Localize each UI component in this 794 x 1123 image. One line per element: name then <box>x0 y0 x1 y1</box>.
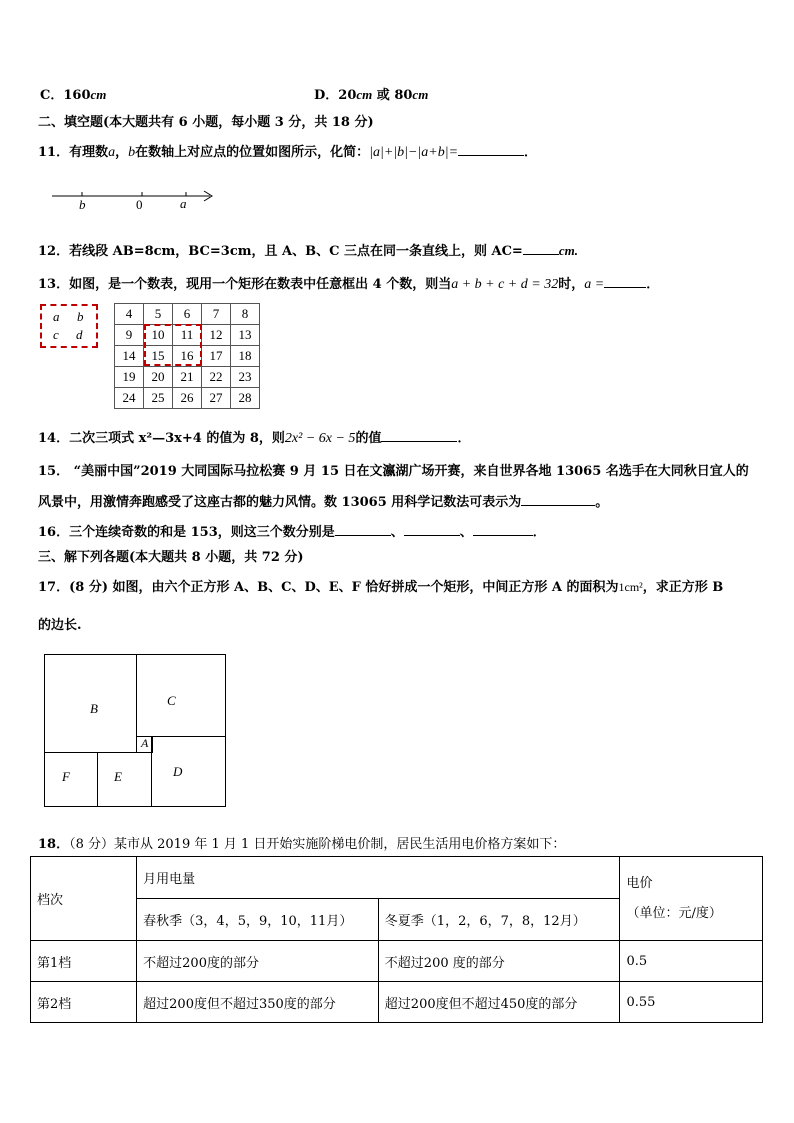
number-table-row <box>115 367 260 388</box>
number-table-row <box>115 388 260 409</box>
number-cell: 7 <box>202 304 231 325</box>
number-cell: 14 <box>115 346 144 367</box>
number-table <box>114 303 260 409</box>
row1-spring: 不超过200度的部分 <box>137 941 379 982</box>
table-row <box>31 941 763 982</box>
square-e <box>97 752 152 807</box>
q13-answer-blank[interactable] <box>604 275 646 288</box>
box-letter-c: c <box>53 327 59 342</box>
header-winter-summer: 冬夏季（1，2，6，7，8，12月） <box>378 899 620 941</box>
q14-expression: 2x² − 6x − 5 <box>284 431 356 446</box>
row2-summer: 超过200度但不超过450度的部分 <box>378 982 620 1023</box>
row2-spring: 超过200度但不超过350度的部分 <box>137 982 379 1023</box>
option-d: D．20cm 或 80cm <box>314 87 429 103</box>
number-cell: 4 <box>115 304 144 325</box>
number-cell: 15 <box>144 346 173 367</box>
row1-level: 第1档 <box>31 941 137 982</box>
row2-level: 第2档 <box>31 982 137 1023</box>
number-table-row <box>115 304 260 325</box>
abcd-frame <box>40 304 98 348</box>
number-cell: 5 <box>144 304 173 325</box>
number-cell: 24 <box>115 388 144 409</box>
label-a: A <box>141 736 149 750</box>
price-table-wrap <box>30 856 763 1023</box>
number-cell: 12 <box>202 325 231 346</box>
q16-blank-2[interactable] <box>404 523 460 536</box>
q14-answer-blank[interactable] <box>381 429 457 442</box>
header-usage: 月用电量 <box>137 857 620 899</box>
box-letter-d: d <box>76 327 83 342</box>
price-table <box>30 856 763 1023</box>
section-2-heading: 二、填空题(本大题共有 6 小题，每小题 3 分，共 18 分) <box>38 115 374 130</box>
number-cell: 19 <box>115 367 144 388</box>
q16-blank-1[interactable] <box>335 523 391 536</box>
number-cell: 9 <box>115 325 144 346</box>
label-e: E <box>114 769 122 784</box>
q11-answer-blank[interactable] <box>458 143 524 156</box>
row1-price: 0.5 <box>620 941 763 982</box>
square-f <box>44 752 98 807</box>
question-11: 11．有理数a，b在数轴上对应点的位置如图所示，化简：|a|+|b|−|a+b|= ． <box>38 145 538 160</box>
label-c: C <box>167 693 176 708</box>
q11-expression: |a|+|b|−|a+b|= <box>369 145 459 160</box>
squares-figure <box>44 654 226 807</box>
label-b: B <box>90 701 98 716</box>
question-18: 18．（8 分）某市从 2019 年 1 月 1 日开始实施阶梯电价制，居民生活用电价格方案如下： <box>38 837 566 852</box>
number-cell: 22 <box>202 367 231 388</box>
question-17: 17．(8 分) 如图，由六个正方形 A、B、C、D、E、F 恰好拼成一个矩形，中间正方形 A 的面积为1cm²，求正方形 B <box>38 580 724 595</box>
header-level: 档次 <box>31 857 137 941</box>
number-cell: 13 <box>231 325 260 346</box>
number-cell: 26 <box>173 388 202 409</box>
number-cell: 16 <box>173 346 202 367</box>
box-letter-b: b <box>77 309 84 324</box>
header-price: 电价 （单位：元/度） <box>620 857 763 941</box>
selection-frame <box>144 324 202 366</box>
number-line <box>48 186 220 212</box>
question-14: 14．二次三项式 x²—3x+4 的值为 8，则2x² − 6x − 5的值 ． <box>38 431 471 446</box>
square-d <box>151 736 226 807</box>
question-15-line-1: 15． “美丽中国”2019 大同国际马拉松赛 9 月 15 日在文瀛湖广场开赛，来自世界各地 13065 名选手在大同秋日宜人的 <box>38 464 749 479</box>
number-cell: 21 <box>173 367 202 388</box>
question-12: 12．若线段 AB=8cm，BC=3cm，且 A、B、C 三点在同一条直线上，则 AC= cm. <box>38 243 578 259</box>
number-line-label-a: a <box>180 196 187 211</box>
option-c: C．160cm <box>40 87 107 103</box>
q15-answer-blank[interactable] <box>521 493 595 506</box>
row2-price: 0.55 <box>620 982 763 1023</box>
box-letter-a: a <box>53 309 60 324</box>
header-spring-autumn: 春秋季（3，4，5，9，10，11月） <box>137 899 379 941</box>
label-f: F <box>62 769 70 784</box>
section-3-heading: 三、解下列各题(本大题共 8 小题，共 72 分) <box>38 550 304 565</box>
number-cell: 28 <box>231 388 260 409</box>
question-17-line-2: 的边长. <box>38 618 82 633</box>
number-cell: 27 <box>202 388 231 409</box>
number-line-label-b: b <box>79 197 86 212</box>
q13-expression: a + b + c + d = 32 <box>451 277 559 292</box>
question-15-line-2: 风景中，用激情奔跑感受了这座古都的魅力风情。数 13065 用科学记数法可表示为 。 <box>38 495 609 510</box>
number-cell: 8 <box>231 304 260 325</box>
q12-answer-blank[interactable] <box>523 242 559 255</box>
table-row <box>31 982 763 1023</box>
number-cell: 11 <box>173 325 202 346</box>
label-d: D <box>173 764 183 779</box>
number-cell: 10 <box>144 325 173 346</box>
square-c <box>136 654 226 737</box>
row1-summer: 不超过200 度的部分 <box>378 941 620 982</box>
number-line-label-0: 0 <box>136 197 143 212</box>
number-cell: 17 <box>202 346 231 367</box>
number-cell: 20 <box>144 367 173 388</box>
number-cell: 25 <box>144 388 173 409</box>
number-cell: 18 <box>231 346 260 367</box>
question-16: 16．三个连续奇数的和是 153，则这三个数分别是 、 、 ． <box>38 525 546 540</box>
question-13: 13．如图，是一个数表，现用一个矩形在数表中任意框出 4 个数，则当a + b + c + d = 32时，a = ． <box>38 277 660 292</box>
number-cell: 6 <box>173 304 202 325</box>
number-cell: 23 <box>231 367 260 388</box>
q16-blank-3[interactable] <box>473 523 533 536</box>
